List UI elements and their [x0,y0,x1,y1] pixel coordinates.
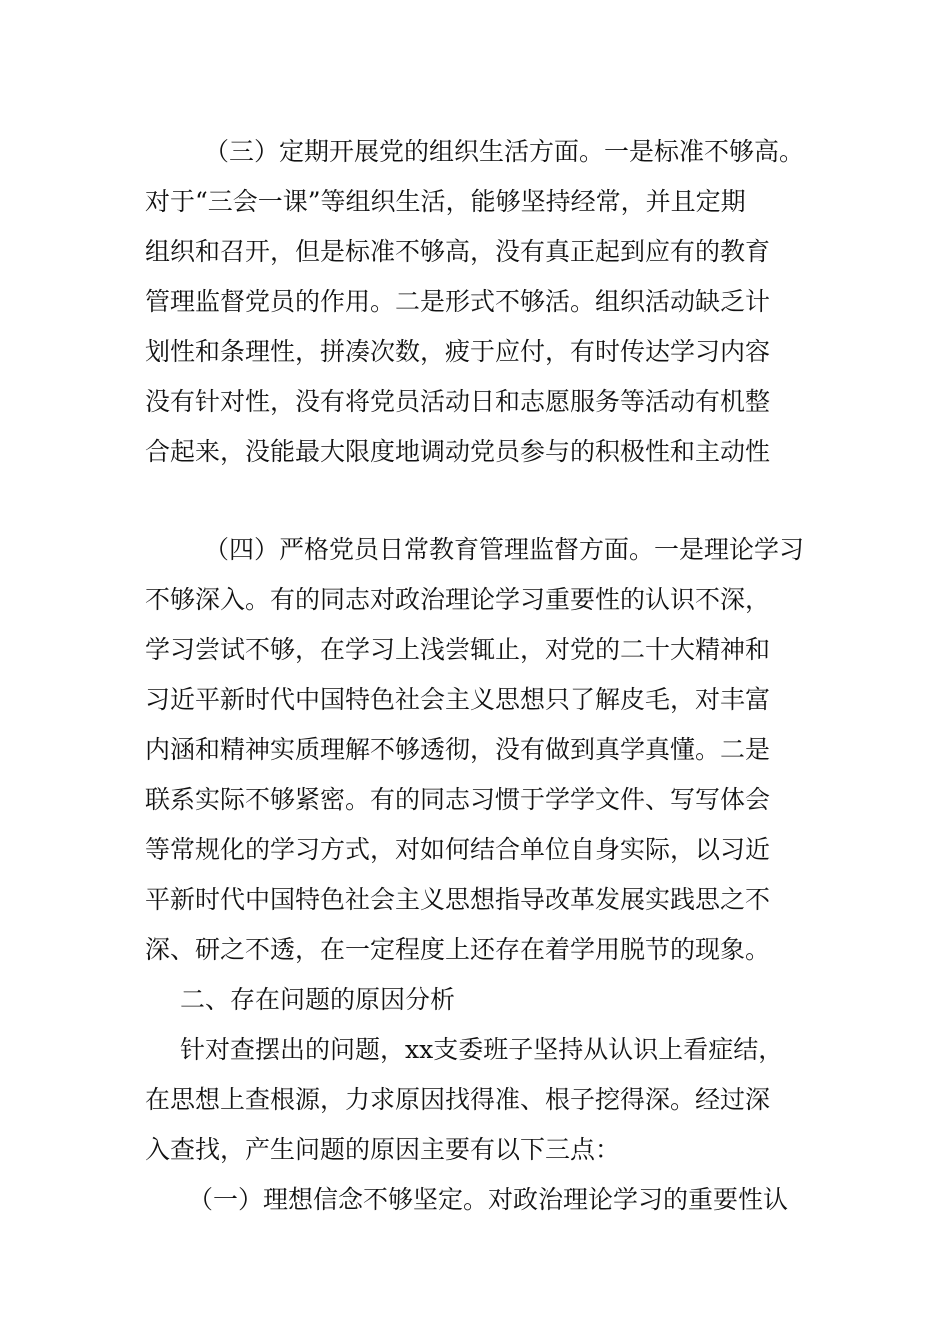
paragraph-4-line-4: 习近平新时代中国特色社会主义思想只了解皮毛，对丰富 [145,685,771,714]
paragraph-4-line-8: 平新时代中国特色社会主义思想指导改革发展实践思之不 [145,885,771,914]
paragraph-4-line-5: 内涵和精神实质理解不够透彻，没有做到真学真懂。二是 [145,735,771,764]
paragraph-3-line-3: 组织和召开，但是标准不够高，没有真正起到应有的教育 [145,237,771,266]
paragraph-3-line-6: 没有针对性，没有将党员活动日和志愿服务等活动有机整 [145,387,771,416]
paragraph-4-line-6: 联系实际不够紧密。有的同志习惯于学学文件、写写体会 [145,785,771,814]
paragraph-3-line-4: 管理监督党员的作用。二是形式不够活。组织活动缺乏计 [145,287,771,316]
paragraph-3-heading-line: （三）定期开展党的组织生活方面。一是标准不够高。 [204,137,805,166]
paragraph-4-heading-line: （四）严格党员日常教育管理监督方面。一是理论学习 [204,535,805,564]
section-heading: 二、存在问题的原因分析 [180,985,456,1014]
paragraph-5-line-2: 在思想上查根源，力求原因找得准、根子挖得深。经过深 [145,1085,771,1114]
paragraph-6-heading-line: （一）理想信念不够坚定。对政治理论学习的重要性认 [188,1185,789,1214]
paragraph-4-line-2: 不够深入。有的同志对政治理论学习重要性的认识不深， [145,585,771,614]
paragraph-4-line-9: 深、研之不透，在一定程度上还存在着学用脱节的现象。 [145,935,771,964]
paragraph-4-line-3: 学习尝试不够，在学习上浅尝辄止，对党的二十大精神和 [145,635,771,664]
paragraph-4-line-7: 等常规化的学习方式，对如何结合单位自身实际，以习近 [145,835,771,864]
paragraph-5-line-3: 入查找，产生问题的原因主要有以下三点： [145,1135,621,1164]
paragraph-5-line-1: 针对查摆出的问题，xx支委班子坚持从认识上看症结， [180,1035,784,1064]
paragraph-3-line-2: 对于“三会一课”等组织生活，能够坚持经常，并且定期 [145,187,746,216]
paragraph-3-line-7: 合起来，没能最大限度地调动党员参与的积极性和主动性 [145,437,771,466]
paragraph-3-line-5: 划性和条理性，拼凑次数，疲于应付，有时传达学习内容 [145,337,771,366]
